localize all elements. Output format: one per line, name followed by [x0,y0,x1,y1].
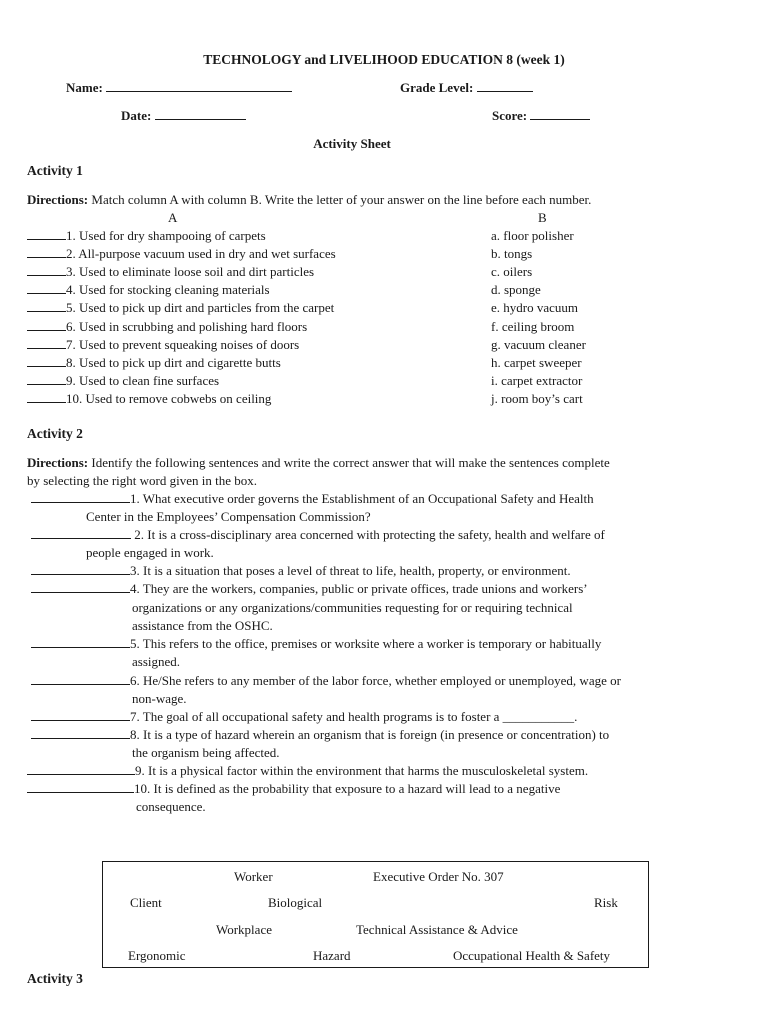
column-b-item: h. carpet sweeper [491,354,582,370]
column-a-item-text: 6. Used in scrubbing and polishing hard floors [66,318,308,334]
activity2-directions-line2: by selecting the right word given in the box. [27,473,257,488]
activity2-directions-text: Identify the following sentences and write the correct answer that will make the sentences complete [88,455,610,470]
column-a-item-text: 7. Used to prevent squeaking noises of doors [66,336,300,352]
answer-blank [31,491,130,503]
question-9 [27,763,588,779]
question-1-cont: Center in the Employees’ Compensation Commission? [86,509,371,524]
column-a-item-text: 8. Used to pick up dirt and cigarette butts [66,354,281,370]
question-5-text: 5. This refers to the office, premises or worksite where a worker is temporary or habitually [130,636,602,651]
question-5 [31,636,601,652]
question-6 [31,673,621,689]
word-executive-order: Executive Order No. 307 [373,869,504,884]
activity1-directions [27,192,591,208]
question-4-cont2: assistance from the OSHC. [132,618,273,633]
question-9-text: 9. It is a physical factor within the environment that harms the musculoskeletal system. [135,763,589,778]
question-5-cont: assigned. [132,654,181,669]
answer-blank [27,355,66,367]
column-a-item-text: 4. Used for stocking cleaning materials [66,282,270,298]
answer-blank [31,563,130,575]
answer-blank [31,709,130,721]
column-b-item: c. oilers [491,264,533,280]
activity1-directions-text: Match column A with column B. Write the letter of your answer on the line before each number. [88,192,592,207]
column-a-item [27,391,271,407]
name-field [66,80,292,96]
question-4-cont1: organizations or any organizations/communities requesting for or requiring technical [132,600,573,615]
activity1-directions-label: Directions: [27,192,89,207]
column-a-item [27,355,281,371]
question-8-text: 8. It is a type of hazard wherein an organism that is foreign (in presence or concentration) to [130,727,610,742]
column-a-item [27,300,334,316]
answer-blank [27,391,66,403]
activity2-heading: Activity 2 [27,426,83,441]
word-occupational-health-safety: Occupational Health & Safety [453,948,611,963]
answer-blank [31,673,130,685]
answer-blank [31,727,130,739]
question-8-cont: the organism being affected. [132,745,280,760]
question-10-text: 10. It is defined as the probability that exposure to a hazard will lead to a negative [134,781,561,796]
word-bank-box [102,861,649,968]
word-technical-assistance: Technical Assistance & Advice [356,922,518,937]
word-hazard: Hazard [313,948,351,963]
answer-blank [27,264,66,276]
column-a-item [27,319,307,335]
word-client: Client [130,895,162,910]
question-2-text: 2. It is a cross-disciplinary area concerned with protecting the safety, health and welfare of [131,527,605,542]
score-field [492,108,590,124]
word-risk: Risk [594,895,618,910]
question-3-text: 3. It is a situation that poses a level of threat to life, health, property, or environment. [130,563,571,578]
column-a-header: A [168,210,178,225]
question-4-text: 4. They are the workers, companies, public or private offices, trade unions and workers’ [130,581,588,596]
name-blank [106,80,292,92]
column-a-item-text: 1. Used for dry shampooing of carpets [66,228,266,243]
date-field [121,108,246,124]
name-label: Name: [66,80,103,95]
activity-sheet-title: Activity Sheet [313,136,391,151]
answer-blank [27,228,66,240]
score-label: Score: [492,108,528,123]
column-a-item-text: 3. Used to eliminate loose soil and dirt particles [66,264,315,280]
activity2-directions [27,455,610,471]
word-biological: Biological [268,895,323,910]
answer-blank [27,337,66,349]
column-a-item-text: 5. Used to pick up dirt and particles from the carpet [66,300,335,316]
column-b-item: d. sponge [491,282,541,298]
column-b-item: i. carpet extractor [491,372,583,388]
question-2 [31,527,605,543]
column-a-item [27,337,299,353]
question-8 [31,727,609,743]
column-a-item-text: 10. Used to remove cobwebs on ceiling [66,390,272,406]
grade-level-field [400,80,533,96]
question-2-cont: people engaged in work. [86,545,214,560]
answer-blank [27,300,66,312]
column-b-item: f. ceiling broom [491,318,575,334]
answer-blank [31,636,130,648]
question-10 [27,781,560,797]
column-b-header: B [538,210,547,225]
column-a-item [27,373,219,389]
column-b-item: e. hydro vacuum [491,300,579,316]
date-label: Date: [121,108,152,123]
answer-blank [27,781,134,793]
activity2-directions-label: Directions: [27,455,89,470]
word-workplace: Workplace [216,922,272,937]
answer-blank [27,763,135,775]
question-10-cont: consequence. [136,799,206,814]
answer-blank [27,373,66,385]
answer-blank [27,282,66,294]
answer-blank [31,581,130,593]
question-7-text: 7. The goal of all occupational safety and health programs is to foster a ___________. [130,709,578,724]
column-b-item: g. vacuum cleaner [491,336,586,352]
activity3-heading: Activity 3 [27,971,83,986]
date-blank [155,108,246,120]
column-a-item-text: 9. Used to clean fine surfaces [66,372,220,388]
question-6-text: 6. He/She refers to any member of the labor force, whether employed or unemployed, wage or [130,673,621,688]
column-b-item: a. floor polisher [491,228,574,243]
column-a-item [27,264,314,280]
column-b-item: j. room boy’s cart [491,390,583,406]
document-title: TECHNOLOGY and LIVELIHOOD EDUCATION 8 (week 1) [203,52,565,67]
answer-blank [27,246,66,258]
question-1-text: 1. What executive order governs the Establishment of an Occupational Safety and Health [130,491,594,506]
question-3 [31,563,571,579]
question-1 [31,491,594,507]
grade-level-label: Grade Level: [400,80,474,95]
question-6-cont: non-wage. [132,691,187,706]
question-7 [31,709,577,725]
word-ergonomic: Ergonomic [128,948,186,963]
column-a-item [27,282,270,298]
column-a-item-text: 2. All-purpose vacuum used in dry and wet surfaces [66,246,336,262]
activity1-heading: Activity 1 [27,163,83,178]
answer-blank [27,319,66,331]
answer-blank [31,527,131,539]
grade-level-blank [477,80,533,92]
column-b-item: b. tongs [491,246,533,262]
score-blank [530,108,590,120]
word-worker: Worker [234,869,273,884]
question-4 [31,581,588,597]
column-a-item [27,246,336,262]
column-a-item [27,228,266,244]
